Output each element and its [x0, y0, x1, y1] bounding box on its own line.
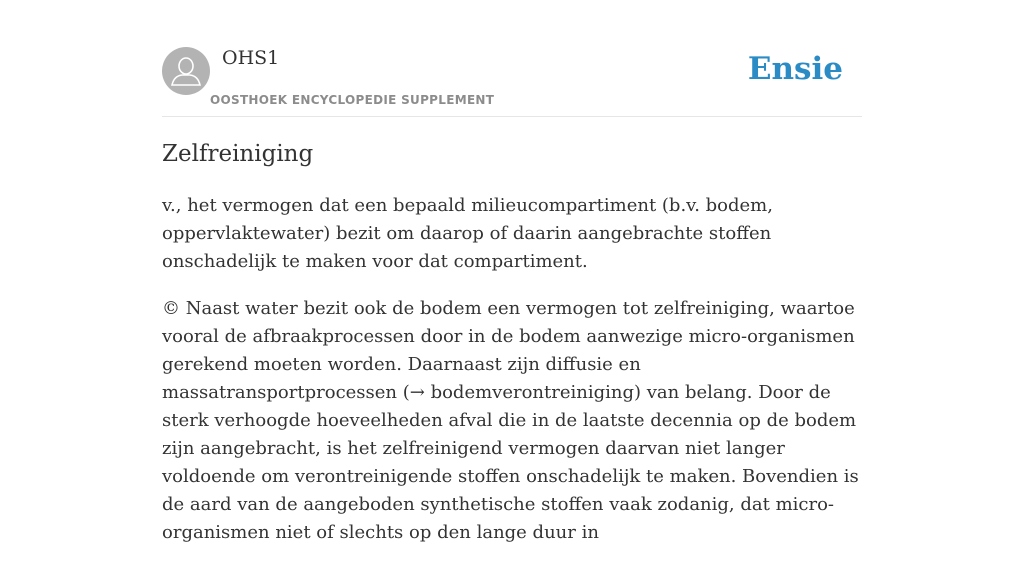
user-avatar-icon[interactable]	[162, 47, 210, 95]
definition-paragraph: v., het vermogen dat een bepaald milieucompartiment (b.v. bodem, oppervlaktewater) bezit om daarop of daarin aangebrachte stoffen onschadelijk te maken voor dat compartiment.	[162, 195, 773, 272]
article-title: Zelfreiniging	[162, 141, 314, 167]
source-label[interactable]: OOSTHOEK ENCYCLOPEDIE SUPPLEMENT	[210, 93, 495, 107]
body-paragraph: © Naast water bezit ook de bodem een vermogen tot zelfreiniging, waartoe vooral de afbraakprocessen door in de bodem aanwezige micro-organismen gerekend moeten worden. Daarnaast zijn diffusie en massatransportprocessen (→ bodemverontreiniging) van belang. Door de sterk verhoogde hoeveelheden afval die in de laatste decennia op de bodem zijn aangebracht, is het zelfreinigend vermogen daarvan niet langer voldoende om verontreinigende stoffen onschadelijk te maken. Bovendien is de aard van de aangeboden synthetische stoffen vaak zodanig, dat micro-organismen niet of slechts op den lange duur in	[162, 298, 859, 543]
brand-logo[interactable]: Ensie	[747, 51, 843, 87]
author-name[interactable]: OHS1	[222, 47, 280, 69]
article-header	[162, 46, 862, 117]
article-body	[162, 192, 862, 566]
